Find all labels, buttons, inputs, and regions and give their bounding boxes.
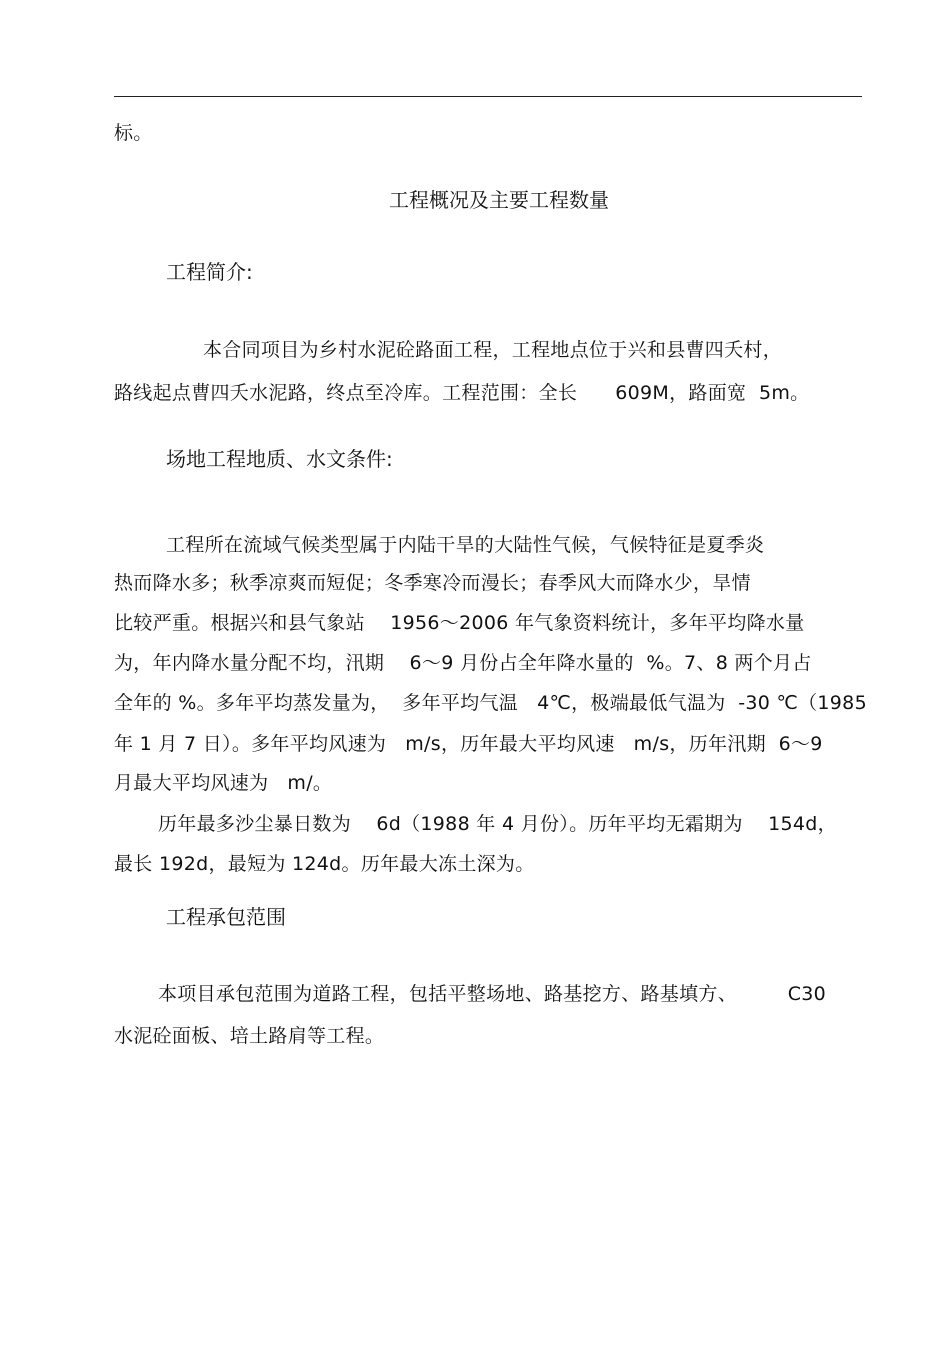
paragraph-line: 年 1 月 7 日）。多年平均风速为 m/s，历年最大平均风速 m/s，历年汛期 6～9 bbox=[114, 733, 823, 755]
section-heading-geology: 场地工程地质、水文条件: bbox=[166, 447, 393, 471]
paragraph-line: 本合同项目为乡村水泥砼路面工程，工程地点位于兴和县曹四夭村， bbox=[203, 339, 783, 361]
paragraph-line: 热而降水多；秋季凉爽而短促；冬季寒冷而漫长；春季风大而降水少，旱情 bbox=[114, 572, 751, 594]
paragraph-line: 工程所在流域气候类型属于内陆干旱的大陆性气候，气候特征是夏季炎 bbox=[166, 534, 765, 556]
continuation-text: 标。 bbox=[114, 122, 153, 144]
paragraph-line: 为，年内降水量分配不均，汛期 6～9 月份占全年降水量的 %。7、8 两个月占 bbox=[114, 652, 812, 674]
section-heading-scope: 工程承包范围 bbox=[166, 905, 286, 929]
paragraph-line: 水泥砼面板、培土路肩等工程。 bbox=[114, 1025, 385, 1047]
paragraph-line: 比较严重。根据兴和县气象站 1956～2006 年气象资料统计，多年平均降水量 bbox=[114, 612, 805, 634]
paragraph-line: 本项目承包范围为道路工程，包括平整场地、路基挖方、路基填方、 C30 bbox=[158, 983, 827, 1005]
paragraph-line: 全年的 %。多年平均蒸发量为， 多年平均气温 4℃，极端最低气温为 -30 ℃（1985 bbox=[114, 692, 867, 714]
page-title: 工程概况及主要工程数量 bbox=[389, 188, 609, 212]
section-heading-intro: 工程简介: bbox=[166, 260, 253, 284]
paragraph-line: 月最大平均风速为 m/。 bbox=[114, 772, 333, 794]
header-rule bbox=[114, 96, 862, 97]
paragraph-line: 最长 192d，最短为 124d。历年最大冻土深为。 bbox=[114, 853, 535, 875]
paragraph-line: 路线起点曹四夭水泥路，终点至冷库。工程范围：全长 609M，路面宽 5m。 bbox=[114, 382, 810, 404]
paragraph-line: 历年最多沙尘暴日数为 6d（1988 年 4 月份）。历年平均无霜期为 154d， bbox=[158, 813, 837, 835]
